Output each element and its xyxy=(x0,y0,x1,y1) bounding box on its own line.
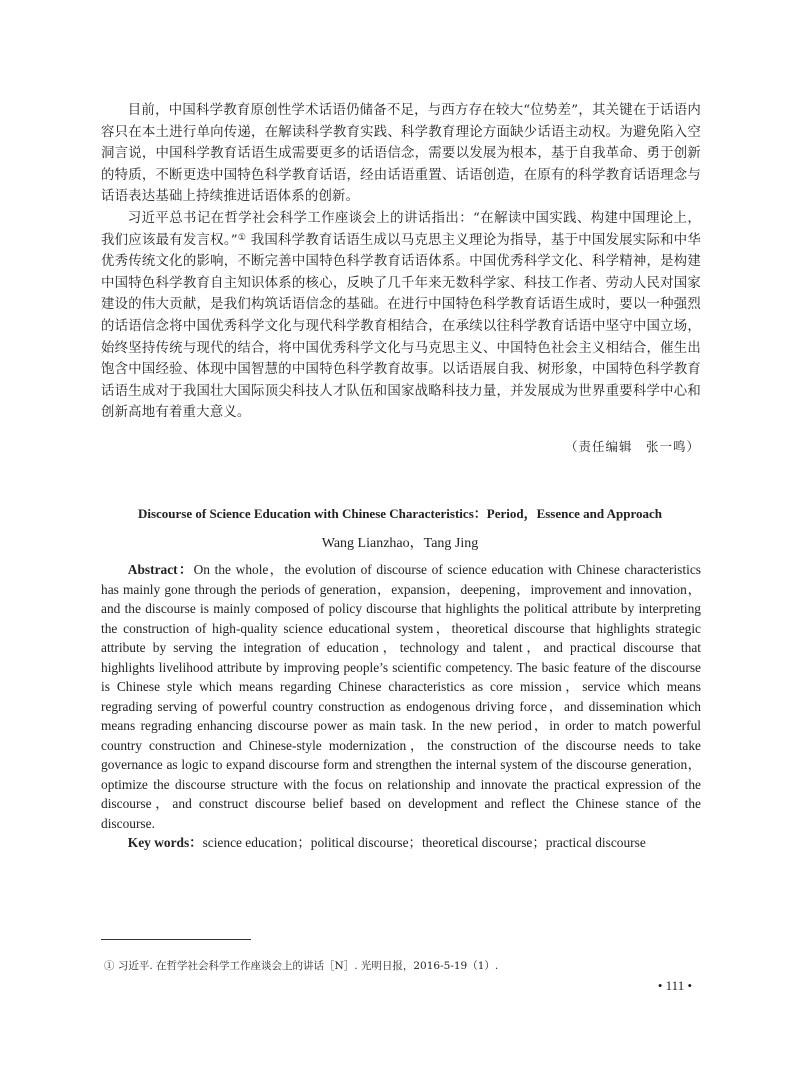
keywords-label: Key words： xyxy=(127,835,203,850)
footnote: ① 习近平. 在哲学社会科学工作座谈会上的讲话［N］. 光明日报，2016-5-19（1）. xyxy=(104,960,499,972)
quote-text: 习近平总书记在哲学社会科学工作座谈会上的讲话指出：“在解读中国实践、构建中国理论上，我们应该最有发言权。” xyxy=(101,210,701,248)
english-title: Discourse of Science Education with Chinese Characteristics：Period，Essence and Approach xyxy=(137,506,663,521)
paragraph-2 xyxy=(101,208,701,424)
paragraph-2-continued: 我国科学教育话语生成以马克思主义理论为指导，基于中国发展实际和中华优秀传统文化的影响，不断完善中国特色科学教育话语体系。中国优秀科学文化、科学精神，是构建中国特色科学教育自主知识体系的核心，反映了几千年来无数科学家、科技工作者、劳动人民对国家建设的伟大贡献，是我们构筑话语信念的基础。在进行中国特色科学教育话语生成时，要以一种强烈的话语信念将中国优秀科学文化与现代科学教育相结合，在承续以往科学教育话语中坚守中国立场，始终坚持传统与现代的结合，将中国优秀科学文化与马克思主义、中国特色社会主义相结合，催生出饱含中国经验、体现中国智慧的中国特色科学教育故事。以话语展自我、树形象，中国特色科学教育话语生成对于我国壮大国际顶尖科技人才队伍和国家战略科技力量，并发展成为世界重要科学中心和创新高地有着重大意义。 xyxy=(101,232,701,421)
abstract-paragraph xyxy=(101,560,701,833)
english-abstract xyxy=(101,560,701,853)
abstract-text: On the whole，the evolution of discourse of science education with Chinese characteristics has mainly gone through the periods of generation，expansion，deepening，improvement and innovation，and the discourse is mainly composed of policy discourse that highlights the political attribute by interpreting the construction of high-quality science educational system，theoretical discourse that highlights strategic attribute by serving the integration of education，technology and talent，and practical discourse that highlights livelihood attribute by improving people’s scientific competency. The basic feature of the discourse is Chinese style which means regarding Chinese characteristics as core mission，service which means regrading serving of powerful country construction as endogenous driving force，and dissemination which means regrading enhancing discourse power as main task. In the new period，in order to match powerful country construction and Chinese-style modernization，the construction of the discourse needs to take governance as logic to expand discourse form and strengthen the internal system of the discourse generation，optimize the discourse structure with the focus on relationship and innovate the practical expression of the discourse，and construct discourse belief based on development and reflect the Chinese stance of the discourse. xyxy=(101,562,701,831)
chinese-body-text xyxy=(101,100,701,424)
english-authors: Wang Lianzhao，Tang Jing xyxy=(321,536,479,551)
footnote-marker[interactable]: ① xyxy=(237,232,247,243)
page-number: • 111 • xyxy=(657,978,692,993)
responsible-editor: （责任编辑 张一鸣） xyxy=(564,439,700,454)
keywords-paragraph xyxy=(101,833,701,853)
abstract-label: Abstract： xyxy=(127,562,194,577)
footnote-divider xyxy=(101,939,251,940)
paragraph-1: 目前，中国科学教育原创性学术话语仍储备不足，与西方存在较大“位势差”，其关键在于话语内容只在本土进行单向传递，在解读科学教育实践、科学教育理论方面缺少话语主动权。为避免陷入空洞言说，中国科学教育话语生成需要更多的话语信念，需要以发展为根本，基于自我革命、勇于创新的特质，不断更迭中国特色科学教育话语，经由话语重置、话语创造，在原有的科学教育话语理念与话语表达基础上持续推进话语体系的创新。 xyxy=(101,103,701,205)
keywords-text: science education；political discourse；theoretical discourse；practical discourse xyxy=(202,835,646,850)
